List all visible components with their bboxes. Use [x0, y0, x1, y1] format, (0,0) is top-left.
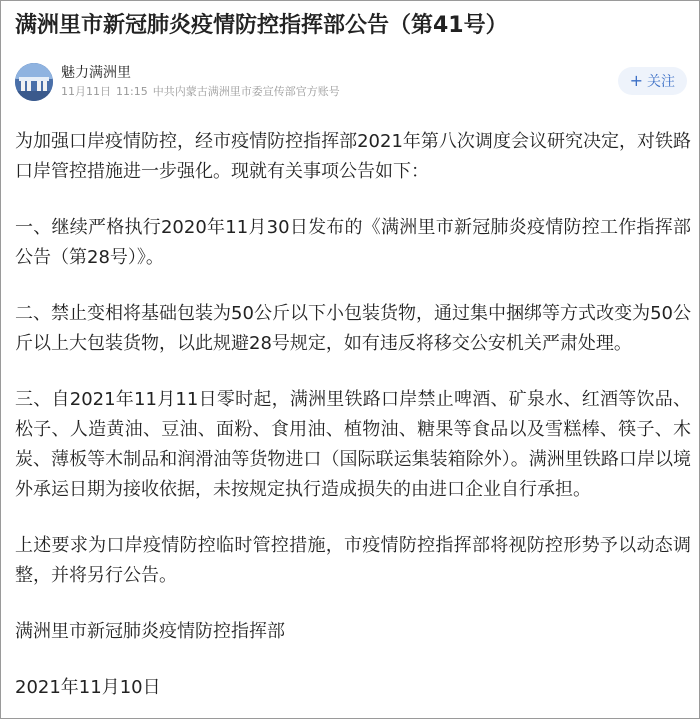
follow-button[interactable]: [618, 67, 687, 95]
author-meta: [61, 84, 345, 100]
paragraph-closing: 上述要求为口岸疫情防控临时管控措施，市疫情防控指挥部将视防控形势予以动态调整，并将另行公告。: [15, 535, 691, 586]
page-title: 满洲里市新冠肺炎疫情防控指挥部公告（第41号）: [15, 13, 508, 38]
author-description: 中共内蒙古满洲里市委宣传部官方账号: [152, 85, 340, 98]
publish-date: 11月11日: [61, 85, 111, 98]
paragraph-item-3: 三、自2021年11月11日零时起，满洲里铁路口岸禁止啤酒、矿泉水、红酒等饮品、松子、人造黄油、豆油、面粉、食用油、植物油、糖果等食品以及雪糕棒、筷子、木炭、薄板等木制品和润滑油等货物进口（国际联运集装箱除外）。满洲里铁路口岸以境外承运日期为接收依据，未按规定执行造成损失的由进口企业自行承担。: [15, 389, 691, 500]
publish-time: 11:15: [116, 85, 148, 98]
paragraph-item-2: 二、禁止变相将基础包装为50公斤以下小包装货物，通过集中捆绑等方式改变为50公斤以上大包装货物，以此规避28号规定，如有违反将移交公安机关严肃处理。: [15, 303, 691, 354]
article-body: [15, 127, 691, 719]
author-name[interactable]: 魅力满洲里: [61, 65, 131, 81]
follow-label: 关注: [647, 74, 675, 90]
signature-issuer: 满洲里市新冠肺炎疫情防控指挥部: [15, 621, 285, 642]
avatar[interactable]: [15, 63, 53, 101]
paragraph-intro: 为加强口岸疫情防控，经市疫情防控指挥部2021年第八次调度会议研究决定，对铁路口岸管控措施进一步强化。现就有关事项公告如下：: [15, 131, 691, 182]
signature-date: 2021年11月10日: [15, 677, 161, 698]
avatar-image-icon: [15, 63, 53, 101]
plus-icon: +: [629, 71, 643, 90]
paragraph-item-1: 一、继续严格执行2020年11月30日发布的《满洲里市新冠肺炎疫情防控工作指挥部公告（第28号）》。: [15, 217, 691, 268]
author-header: [15, 63, 687, 103]
